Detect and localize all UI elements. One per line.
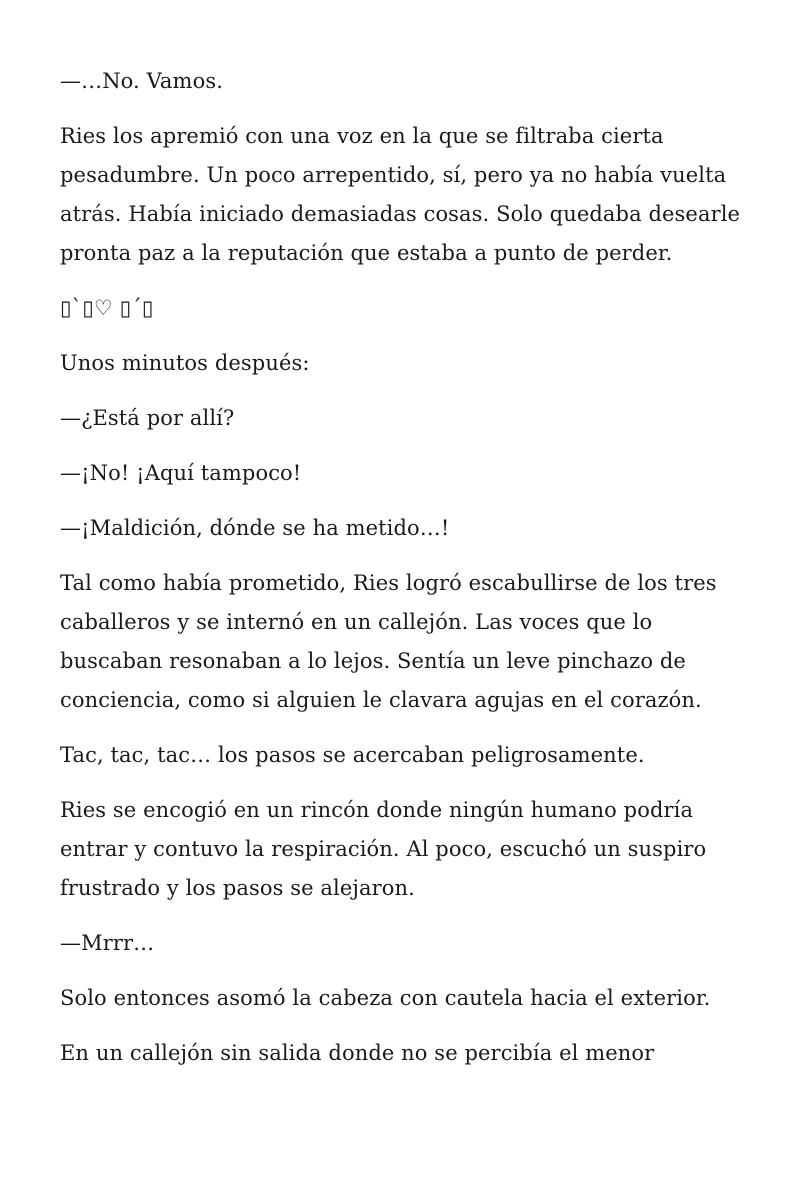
paragraph: Solo entonces asomó la cabeza con cautela hacia el exterior. — [60, 986, 711, 1010]
paragraph: —…No. Vamos. — [60, 69, 223, 93]
paragraph: Ries los apremió con una voz en la que se filtraba cierta pesadumbre. Un poco arrepentido, sí, pero ya no había vuelta atrás. Había iniciado demasiadas cosas. Solo quedaba desearle pronta paz a la reputación que estaba a punto de perder. — [60, 124, 741, 265]
scene-break: ▯`▯♡ ▯´▯ — [60, 296, 154, 320]
paragraph: —Mrrr… — [60, 931, 155, 955]
paragraph: —¡No! ¡Aquí tampoco! — [60, 461, 302, 485]
paragraph: Tal como había prometido, Ries logró escabullirse de los tres caballeros y se internó en un callejón. Las voces que lo buscaban resonaban a lo lejos. Sentía un leve pinchazo de conciencia, como si alguien le clavara agujas en el corazón. — [60, 571, 717, 712]
text-body — [60, 62, 750, 1089]
paragraph: Unos minutos después: — [60, 351, 310, 375]
paragraph: —¿Está por allí? — [60, 406, 235, 430]
paragraph: En un callejón sin salida donde no se percibía el menor — [60, 1041, 655, 1065]
paragraph: Tac, tac, tac… los pasos se acercaban peligrosamente. — [60, 743, 645, 767]
paragraph: Ries se encogió en un rincón donde ningún humano podría entrar y contuvo la respiración. Al poco, escuchó un suspiro frustrado y los pasos se alejaron. — [60, 798, 707, 900]
paragraph: —¡Maldición, dónde se ha metido…! — [60, 516, 450, 540]
